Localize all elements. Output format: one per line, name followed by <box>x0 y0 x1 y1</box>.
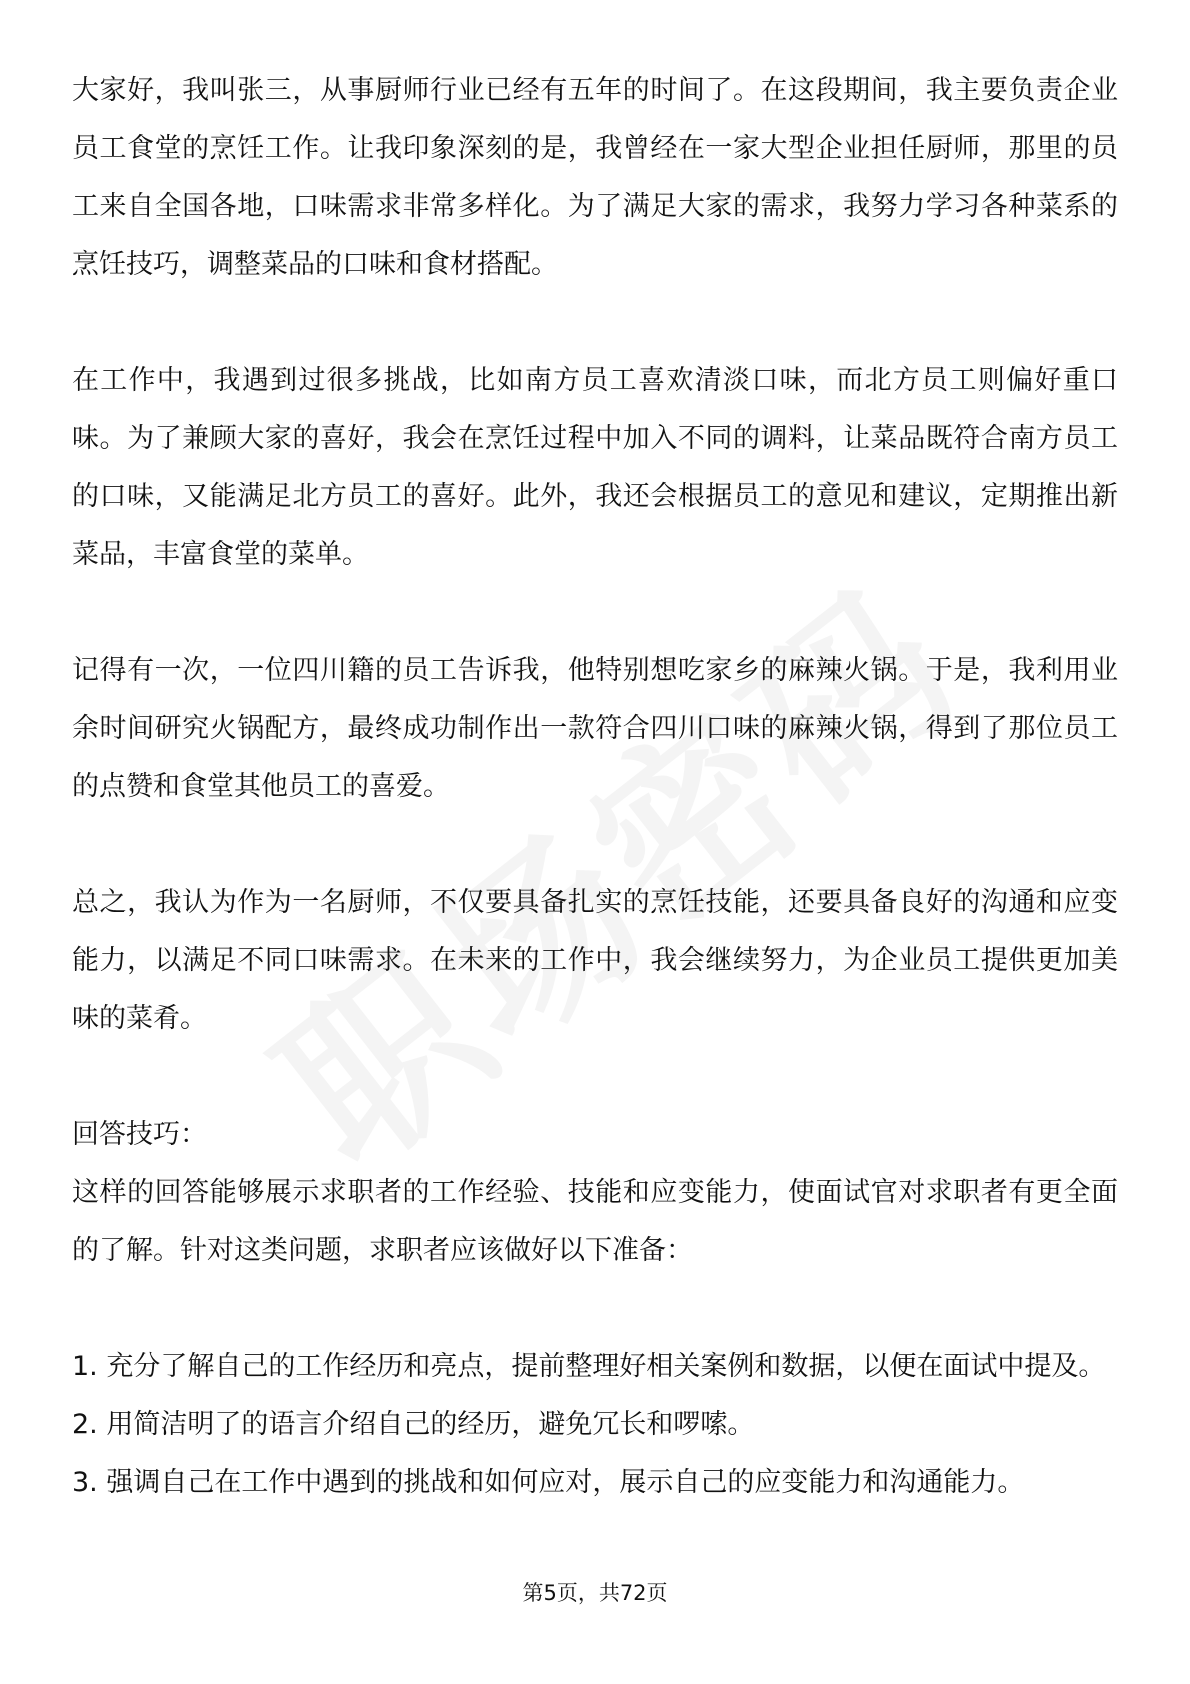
paragraph-conclusion: 总之，我认为作为一名厨师，不仅要具备扎实的烹饪技能，还要具备良好的沟通和应变能力，以满足不同口味需求。在未来的工作中，我会继续努力，为企业员工提供更加美味的菜肴。 <box>72 887 1118 1034</box>
paragraph-hotpot-story: 记得有一次，一位四川籍的员工告诉我，他特别想吃家乡的麻辣火锅。于是，我利用业余时间研究火锅配方，最终成功制作出一款符合四川口味的麻辣火锅，得到了那位员工的点赞和食堂其他员工的喜爱。 <box>72 655 1118 802</box>
page-number: 第5页，共72页 <box>522 1581 668 1605</box>
document-body <box>72 62 1118 1512</box>
paragraph-challenges: 在工作中，我遇到过很多挑战，比如南方员工喜欢清淡口味，而北方员工则偏好重口味。为了兼顾大家的喜好，我会在烹饪过程中加入不同的调料，让菜品既符合南方员工的口味，又能满足北方员工的喜好。此外，我还会根据员工的意见和建议，定期推出新菜品，丰富食堂的菜单。 <box>72 365 1118 570</box>
tips-list-item: 3. 强调自己在工作中遇到的挑战和如何应对，展示自己的应变能力和沟通能力。 <box>72 1467 1025 1498</box>
tips-list-item: 1. 充分了解自己的工作经历和亮点，提前整理好相关案例和数据，以便在面试中提及。 <box>72 1351 1106 1382</box>
tips-intro: 这样的回答能够展示求职者的工作经验、技能和应变能力，使面试官对求职者有更全面的了解。针对这类问题，求职者应该做好以下准备： <box>72 1177 1118 1266</box>
tips-list-item: 2. 用简洁明了的语言介绍自己的经历，避免冗长和啰嗦。 <box>72 1409 755 1440</box>
paragraph-intro: 大家好，我叫张三，从事厨师行业已经有五年的时间了。在这段期间，我主要负责企业员工食堂的烹饪工作。让我印象深刻的是，我曾经在一家大型企业担任厨师，那里的员工来自全国各地，口味需求非常多样化。为了满足大家的需求，我努力学习各种菜系的烹饪技巧，调整菜品的口味和食材搭配。 <box>72 75 1118 280</box>
tips-heading: 回答技巧： <box>72 1119 207 1150</box>
